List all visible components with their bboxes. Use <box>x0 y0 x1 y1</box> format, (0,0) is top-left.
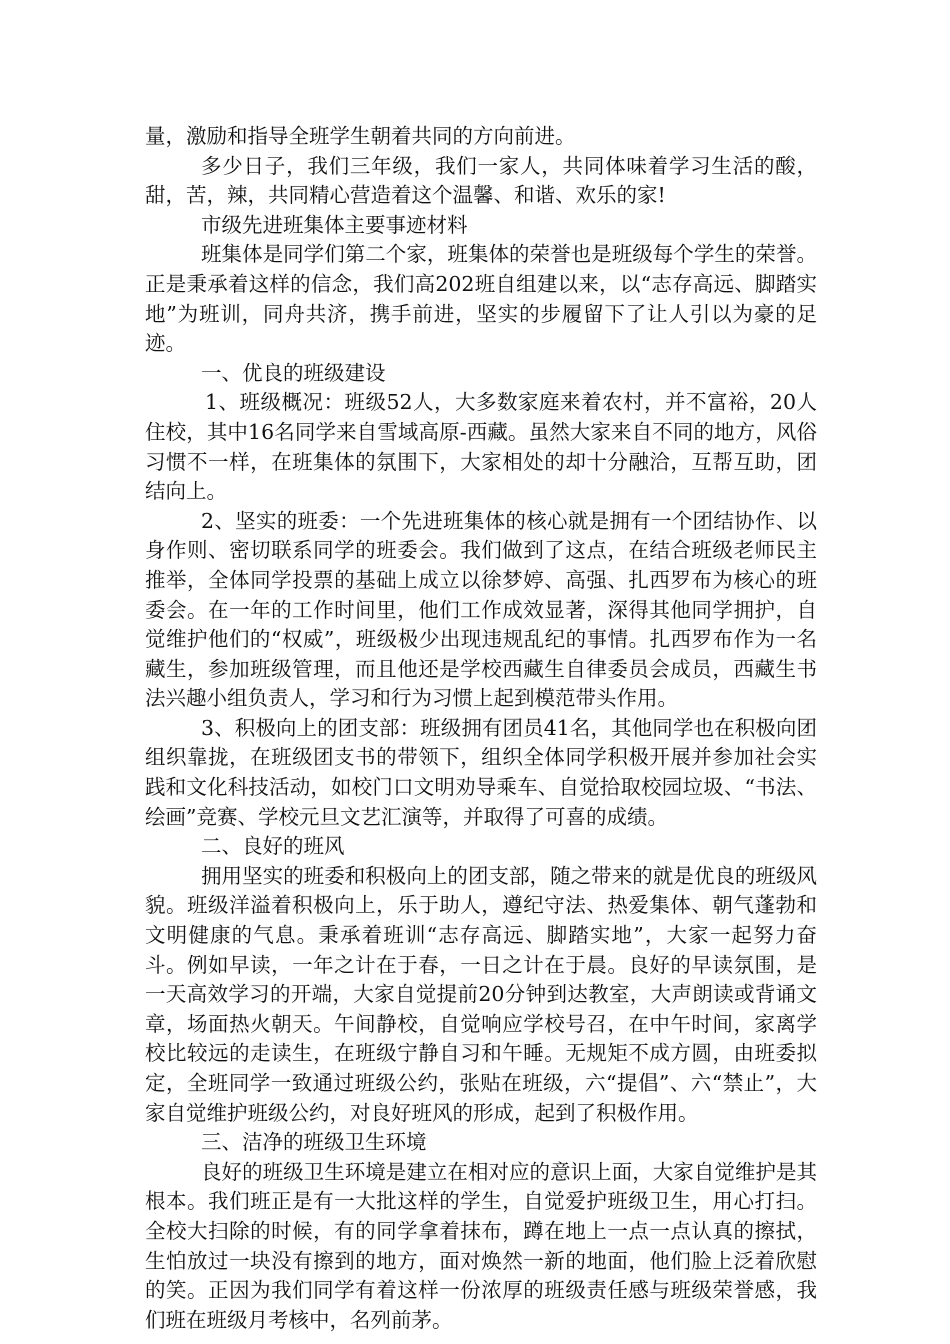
paragraph-class-overview: 1、班级概况：班级52人，大多数家庭来着农村，并不富裕，20人住校，其中16名同学来自雪域高原-西藏。虽然大家来自不同的地方，风俗习惯不一样，在班集体的氛围下，大家相处的却十分融洽，互帮互助，团结向上。 <box>145 390 817 504</box>
document-body <box>145 122 817 1335</box>
paragraph-intro: 班集体是同学们第二个家，班集体的荣誉也是班级每个学生的荣誉。正是秉承着这样的信念，我们高202班自组建以来，以“志存高远、脚踏实地”为班训，同舟共济，携手前进，坚实的步履留下了让人引以为豪的足迹。 <box>145 242 817 356</box>
paragraph-hygiene: 良好的班级卫生环境是建立在相对应的意识上面，大家自觉维护是其根本。我们班正是有一大批这样的学生，自觉爱护班级卫生，用心打扫。全校大扫除的时候，有的同学拿着抹布，蹲在地上一点一点认真的擦拭，生怕放过一块没有擦到的地方，面对焕然一新的地面，他们脸上泛着欣慰的笑。正因为我们同学有着这样一份浓厚的班级责任感与班级荣誉感，我们班在班级月考核中，名列前茅。 <box>145 1159 817 1332</box>
section-title: 市级先进班集体主要事迹材料 <box>201 212 468 237</box>
heading-class-spirit: 二、良好的班风 <box>201 834 345 859</box>
paragraph-family-spirit: 多少日子，我们三年级，我们一家人，共同体味着学习生活的酸，甜，苦，辣，共同精心营造着这个温馨、和谐、欢乐的家! <box>145 153 817 208</box>
paragraph-class-spirit: 拥用坚实的班委和积极向上的团支部，随之带来的就是优良的班级风貌。班级洋溢着积极向上，乐于助人，遵纪守法、热爱集体、朝气蓬勃和文明健康的气息。秉承着班训“志存高远、脚踏实地”，大家一起努力奋斗。例如早读，一年之计在于春，一日之计在于晨。良好的早读氛围，是一天高效学习的开端，大家自觉提前20分钟到达教室，大声朗读或背诵文章，场面热火朝天。午间静校，自觉响应学校号召，在中午时间，家离学校比较远的走读生，在班级宁静自习和午睡。无规矩不成方圆，由班委拟定，全班同学一致通过班级公约，张贴在班级，六“提倡”、六“禁止”，大家自觉维护班级公约，对良好班风的形成，起到了积极作用。 <box>145 863 817 1125</box>
heading-hygiene: 三、洁净的班级卫生环境 <box>201 1130 427 1155</box>
heading-class-building: 一、优良的班级建设 <box>201 360 386 385</box>
paragraph-youth-league: 3、积极向上的团支部：班级拥有团员41名，其他同学也在积极向团组织靠拢，在班级团支书的带领下，组织全体同学积极开展并参加社会实践和文化科技活动，如校门口文明劝导乘车、自觉拾取校园垃圾、“书法、绘画”竞赛、学校元旦文艺汇演等，并取得了可喜的成绩。 <box>145 715 817 829</box>
paragraph-continuation: 量，激励和指导全班学生朝着共同的方向前进。 <box>145 124 576 148</box>
paragraph-class-committee: 2、坚实的班委：一个先进班集体的核心就是拥有一个团结协作、以身作则、密切联系同学的班委会。我们做到了这点，在结合班级老师民主推举，全体同学投票的基础上成立以徐梦婷、高强、扎西罗布为核心的班委会。在一年的工作时间里，他们工作成效显著，深得其他同学拥护，自觉维护他们的“权威”，班级极少出现违规乱纪的事情。扎西罗布作为一名藏生，参加班级管理，而且他还是学校西藏生自律委员会成员，西藏生书法兴趣小组负责人，学习和行为习惯上起到模范带头作用。 <box>145 508 817 711</box>
